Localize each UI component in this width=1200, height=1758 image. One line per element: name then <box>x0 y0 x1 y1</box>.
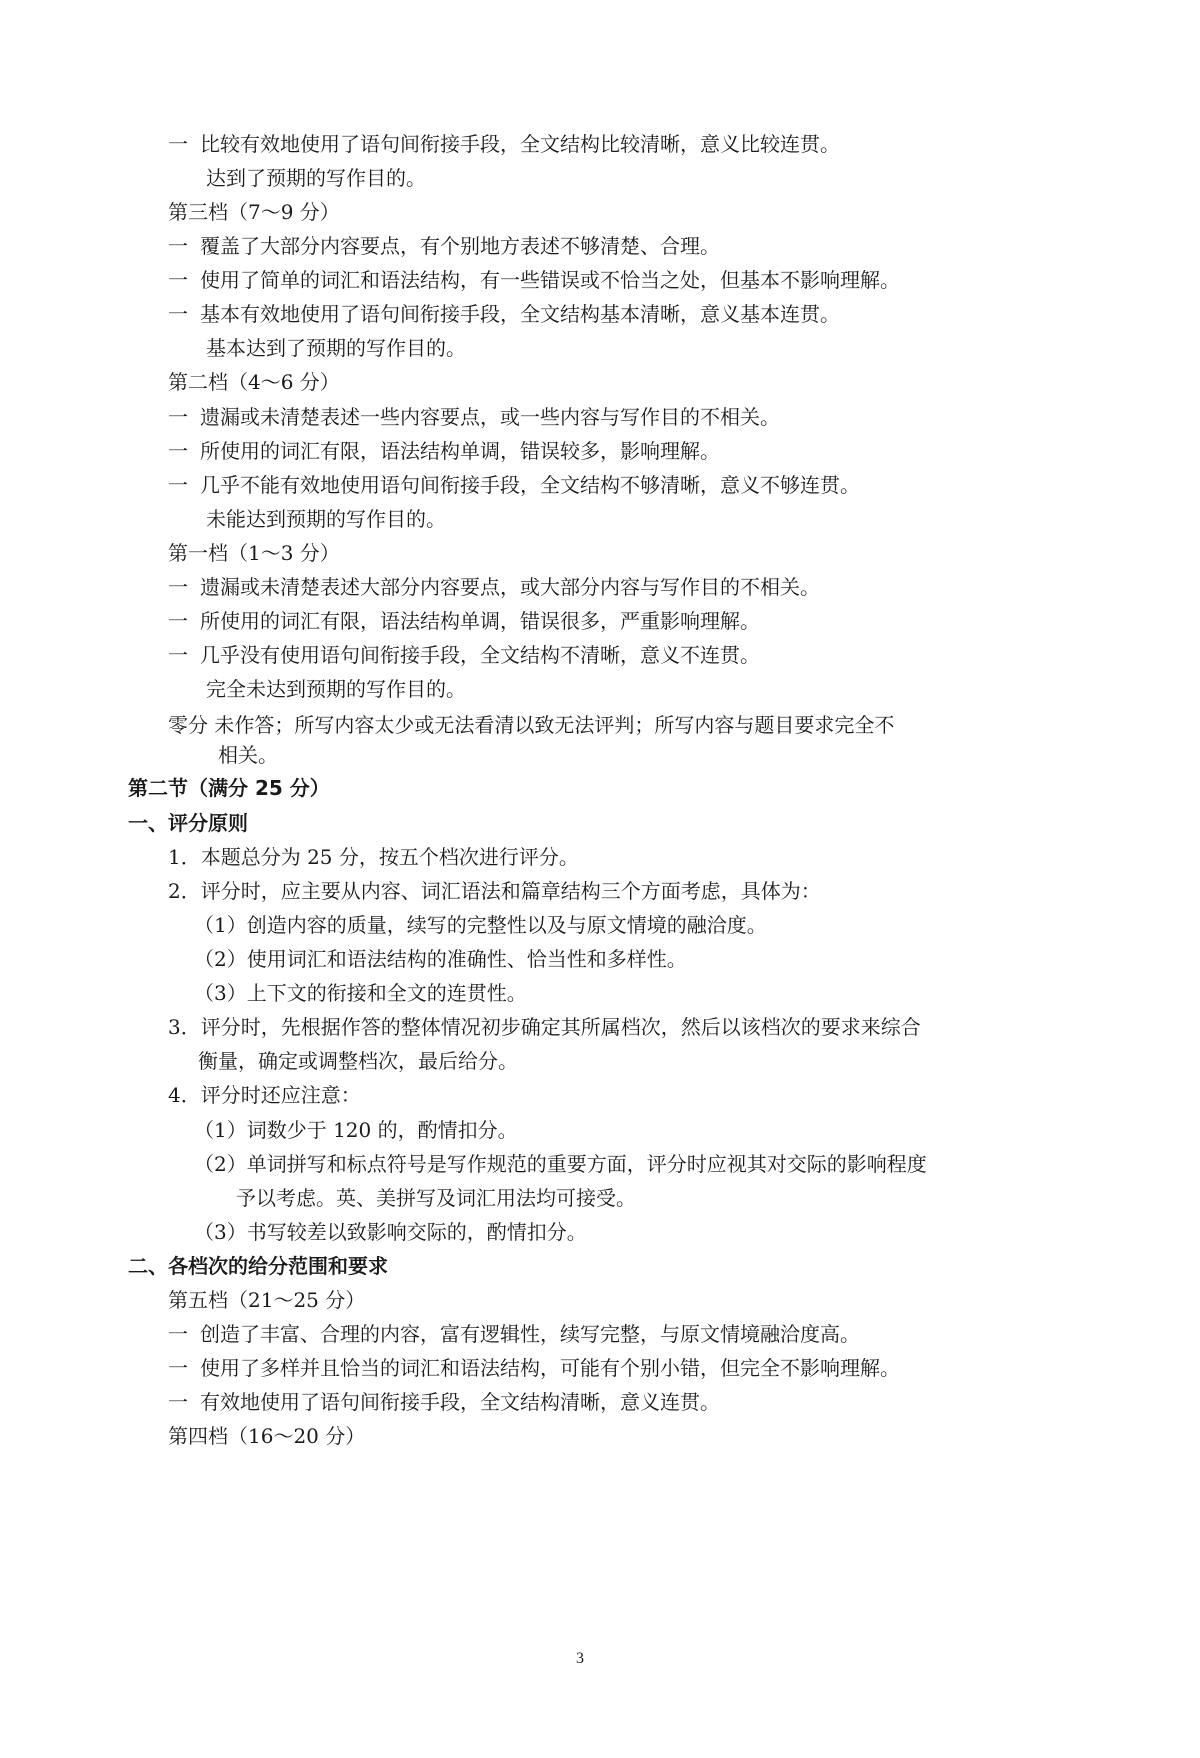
line-text: 基本达到了预期的写作目的。 <box>206 336 466 360</box>
text-line <box>194 946 687 972</box>
line-text: 衡量，确定或调整档次，最后给分。 <box>198 1049 518 1073</box>
line-text: 几乎不能有效地使用语句间衔接手段，全文结构不够清晰，意义不够连贯。 <box>200 473 860 497</box>
dash-bullet-icon: 一 <box>168 643 188 667</box>
text-line <box>168 1321 860 1347</box>
line-text: （2）单词拼写和标点符号是写作规范的重要方面，评分时应视其对交际的影响程度 <box>194 1152 927 1176</box>
section-heading <box>128 810 248 836</box>
text-line <box>168 642 760 668</box>
text-line <box>206 676 466 702</box>
grade-heading <box>168 199 340 225</box>
text-line <box>206 165 426 191</box>
line-text: 遗漏或未清楚表述大部分内容要点，或大部分内容与写作目的不相关。 <box>200 575 820 599</box>
text-line <box>168 404 780 430</box>
dash-bullet-icon: 一 <box>168 132 188 156</box>
line-text: 相关。 <box>218 743 278 767</box>
dash-bullet-icon: 一 <box>168 1356 188 1380</box>
line-text: 完全未达到预期的写作目的。 <box>206 677 466 701</box>
line-text: 第二节（满分 25 分） <box>128 776 330 800</box>
grade-heading <box>168 1287 365 1313</box>
line-text: 使用了简单的词汇和语法结构，有一些错误或不恰当之处，但基本不影响理解。 <box>200 268 900 292</box>
grade-heading <box>168 369 340 395</box>
line-text: （3）上下文的衔接和全文的连贯性。 <box>194 981 527 1005</box>
line-text: 二、各档次的给分范围和要求 <box>128 1254 388 1278</box>
text-line <box>168 1389 720 1415</box>
line-text: 比较有效地使用了语句间衔接手段，全文结构比较清晰，意义比较连贯。 <box>200 132 840 156</box>
text-line <box>168 472 860 498</box>
line-text: 达到了预期的写作目的。 <box>206 166 426 190</box>
line-text: 遗漏或未清楚表述一些内容要点，或一些内容与写作目的不相关。 <box>200 405 780 429</box>
text-line <box>206 335 466 361</box>
text-line <box>194 980 527 1006</box>
text-line <box>168 301 840 327</box>
line-text: 一、评分原则 <box>128 811 248 835</box>
text-line <box>194 1219 587 1245</box>
dash-bullet-icon: 一 <box>168 609 188 633</box>
dash-bullet-icon: 一 <box>168 439 188 463</box>
dash-bullet-icon: 一 <box>168 575 188 599</box>
line-text: 第二档（4～6 分） <box>168 370 340 394</box>
section-heading <box>128 1253 388 1279</box>
line-text: 1．本题总分为 25 分，按五个档次进行评分。 <box>168 845 579 869</box>
text-line <box>218 742 278 768</box>
grade-heading <box>168 712 894 738</box>
text-line <box>168 844 579 870</box>
text-line <box>168 438 720 464</box>
dash-bullet-icon: 一 <box>168 473 188 497</box>
dash-bullet-icon: 一 <box>168 302 188 326</box>
text-line <box>194 1151 927 1177</box>
line-text: 有效地使用了语句间衔接手段，全文结构清晰，意义连贯。 <box>200 1390 720 1414</box>
line-text: 创造了丰富、合理的内容，富有逻辑性，续写完整，与原文情境融洽度高。 <box>200 1322 860 1346</box>
text-line <box>168 1355 900 1381</box>
line-text: 4．评分时还应注意： <box>168 1083 361 1107</box>
grade-heading <box>168 540 340 566</box>
line-text: 第三档（7～9 分） <box>168 200 340 224</box>
line-text: 所使用的词汇有限，语法结构单调，错误较多，影响理解。 <box>200 439 720 463</box>
line-text: 几乎没有使用语句间衔接手段，全文结构不清晰，意义不连贯。 <box>200 643 760 667</box>
grade-heading <box>168 1423 365 1449</box>
line-text: 使用了多样并且恰当的词汇和语法结构，可能有个别小错，但完全不影响理解。 <box>200 1356 900 1380</box>
line-text: 未能达到预期的写作目的。 <box>206 507 446 531</box>
line-text: （3）书写较差以致影响交际的，酌情扣分。 <box>194 1220 587 1244</box>
line-text: 基本有效地使用了语句间衔接手段，全文结构基本清晰，意义基本连贯。 <box>200 302 840 326</box>
text-line <box>198 1048 518 1074</box>
text-line <box>168 608 760 634</box>
section-heading <box>128 775 330 801</box>
line-text: 2．评分时，应主要从内容、词汇语法和篇章结构三个方面考虑，具体为： <box>168 879 821 903</box>
dash-bullet-icon: 一 <box>168 234 188 258</box>
line-text: 予以考虑。英、美拼写及词汇用法均可接受。 <box>236 1186 636 1210</box>
line-text: 零分 未作答；所写内容太少或无法看清以致无法评判；所写内容与题目要求完全不 <box>168 713 895 737</box>
line-text: 第四档（16～20 分） <box>168 1424 366 1448</box>
text-line <box>206 506 446 532</box>
text-line <box>168 878 821 904</box>
text-line <box>168 233 720 259</box>
page-number: 3 <box>576 1650 584 1667</box>
line-text: 第五档（21～25 分） <box>168 1288 366 1312</box>
line-text: 第一档（1～3 分） <box>168 541 340 565</box>
text-line <box>194 1117 518 1143</box>
text-line <box>168 131 840 157</box>
line-text: 所使用的词汇有限，语法结构单调，错误很多，严重影响理解。 <box>200 609 760 633</box>
text-line <box>194 912 767 938</box>
line-text: 3．评分时，先根据作答的整体情况初步确定其所属档次，然后以该档次的要求来综合 <box>168 1015 921 1039</box>
text-line <box>236 1185 636 1211</box>
dash-bullet-icon: 一 <box>168 268 188 292</box>
line-text: （1）词数少于 120 的，酌情扣分。 <box>194 1118 518 1142</box>
line-text: （1）创造内容的质量，续写的完整性以及与原文情境的融洽度。 <box>194 913 767 937</box>
dash-bullet-icon: 一 <box>168 1322 188 1346</box>
text-line <box>168 1082 361 1108</box>
text-line <box>168 574 820 600</box>
text-line <box>168 1014 921 1040</box>
text-line <box>168 267 900 293</box>
line-text: （2）使用词汇和语法结构的准确性、恰当性和多样性。 <box>194 947 687 971</box>
line-text: 覆盖了大部分内容要点，有个别地方表述不够清楚、合理。 <box>200 234 720 258</box>
dash-bullet-icon: 一 <box>168 1390 188 1414</box>
dash-bullet-icon: 一 <box>168 405 188 429</box>
